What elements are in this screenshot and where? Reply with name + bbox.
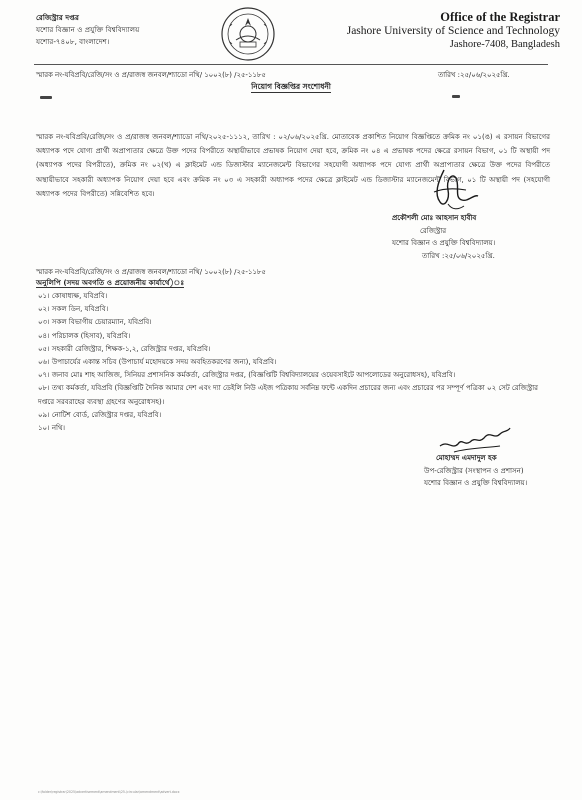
deputy-registrar-org: যশোর বিজ্ঞান ও প্রযুক্তি বিশ্ববিদ্যালয়। — [424, 479, 528, 487]
registrar-signature-icon — [404, 164, 484, 216]
file-path-footer: c:\folder\registrar\2025\advertisement\amendment\25-\circular\amendment\advert.docx — [38, 790, 180, 794]
registrar-name: প্রকৌশলী মোঃ আহসান হাবীব — [392, 214, 477, 222]
list-item: ১০। নথি। — [38, 424, 66, 433]
header-left — [36, 12, 139, 48]
registrar-org: যশোর বিজ্ঞান ও প্রযুক্তি বিশ্ববিদ্যালয়। — [392, 239, 496, 247]
memo-date: তারিখ :২৫/০৬/২০২৫খ্রি. — [438, 71, 510, 79]
office-name-bn: রেজিস্ট্রার দপ্তর — [36, 13, 79, 22]
list-item: ০৩। সকল বিভাগীয় চেয়ারম্যান, যবিপ্রবি। — [38, 318, 152, 327]
list-item: ০৪। পরিচালক (হিসাব), যবিপ্রবি। — [38, 331, 131, 340]
subject-text: নিয়োগ বিজ্ঞপ্তির সংশোধনী — [251, 82, 331, 91]
list-item: ০৯। নোটিশ বোর্ড, রেজিস্ট্রার দপ্তর, যবিপ্রবি। — [38, 410, 162, 419]
scan-mark — [452, 95, 460, 98]
memo-reference: স্মারক নং-যবিপ্রবি/রেজি/সং ও প্র/রাজস্ব জনবল/শ্যাডো নথি/ ১০০২(৮) /২৫-১১৮৫ — [36, 71, 266, 79]
copy-heading-text: অনুলিপি (সদয় অবগতি ও প্রয়োজনীয় কার্যার্থে)ঃ — [36, 278, 185, 287]
list-item: ০৮। তথ্য কর্মকর্তা, যবিপ্রবি (বিজ্ঞপ্তিটি দৈনিক আমার দেশ এবং দ্যা ডেইলি নিউ এইজ পত্রিকায় সর্বনিম্ন ফন্টে একদিন প্রচারের জন্য এবং প্রচারের পর সম্পূর্ণ পত্রিকা ০২ সেট রেজিস্ট্রার দপ্তরে সরবরাহের ব্যবস্থা গ্রহণের অনুরোধসহ)। — [38, 384, 539, 406]
university-name: Jashore University of Science and Technology — [346, 25, 560, 37]
header-right — [280, 10, 560, 51]
list-item: ০৬। উপাচার্যের একান্ত সচিব (উপাচার্য মহোদয়কে সদয় অবহিতকরণের জন্য), যবিপ্রবি। — [38, 358, 277, 367]
copy-heading — [36, 278, 184, 290]
header-divider — [34, 64, 548, 65]
body-paragraph: স্মারক নং-যবিপ্রবি/রেজি/সং ও প্র/রাজস্ব জনবল/শ্যাডো নথি/২০২৫-১১১২, তারিখ : ০২/০৬/২০২৫খ্রি. মোতাবেক প্রকাশিত নিয়োগ বিজ্ঞপ্তিতে ক্রমিক নং ০১(ঙ) এ রসায়ন বিভাগের অধ্যাপক পদে যোগ্য প্রার্থী অপ্রাপ্যতার ক্ষেত্রে উক্ত পদের বিপরীতে অস্থায়ীভাবে প্রভাষক নিয়োগ দেয়া হবে, ক্রমিক নং ০৪ এ প্রভাষক পদের ক্ষেত্রে রসায়ন বিভাগ, ০১ টি অস্থায়ী পদ (অধ্যাপক পদের বিপরীতে), ক্রমিক নং ০২(খ) এ ক্লাইমেট এন্ড ডিজাস্টার ম্যানেজমেন্ট বিভাগের সহযোগী অধ্যাপক পদে যোগ্য প্রার্থী অপ্রাপ্যতার ক্ষেত্রে উক্ত পদের বিপরীতে অস্থায়ীভাবে সহকারী অধ্যাপক নিয়োগ দেয়া হবে এবং ক্রমিক নং ০৩ এ সহকারী অধ্যাপক পদের ক্ষেত্রে ক্লাইমেট এন্ড ডিজাস্টার ম্যানেজমেন্ট বিভাগ, ০১ টি অস্থায়ী পদ (সহযোগী অধ্যাপক পদের বিপরীতে) সন্নিবেশিত হবে। — [36, 133, 550, 198]
university-name-bn: যশোর বিজ্ঞান ও প্রযুক্তি বিশ্ববিদ্যালয় — [36, 25, 140, 34]
registrar-title: রেজিস্ট্রার — [420, 226, 447, 235]
list-item: ০৫। সহকারী রেজিস্ট্রার, শিক্ষক-১,২, রেজিস্ট্রার দপ্তর, যবিপ্রবি। — [38, 344, 211, 353]
address-bn: যশোর-৭৪০৮, বাংলাদেশ। — [36, 37, 110, 46]
signatory-deputy-registrar — [424, 452, 527, 490]
deputy-registrar-name: মোহাম্মদ এমদাদুল হক — [436, 454, 497, 462]
registrar-date: তারিখ :২৫/০৬/২০২৫খ্রি. — [422, 251, 495, 260]
list-item: ০৭। জনাব মোঃ শাহ আজিজ, সিনিয়র প্রশাসনিক কর্মকর্তা, রেজিস্ট্রার দপ্তর, (বিজ্ঞপ্তিটি বিশ্ববিদ্যালয়ের ওয়েবসাইটে আপলোডের অনুরোধসহ), যবিপ্রবি। — [38, 371, 456, 380]
memo-subject — [0, 82, 582, 94]
office-title: Office of the Registrar — [440, 10, 560, 24]
university-address: Jashore-7408, Bangladesh — [449, 39, 560, 50]
deputy-registrar-title: উপ-রেজিস্ট্রার (সংস্থাপন ও প্রশাসন) — [424, 466, 524, 475]
copy-list — [38, 290, 550, 435]
signatory-registrar — [392, 212, 495, 262]
university-seal-icon — [220, 6, 276, 62]
scan-mark — [40, 96, 52, 99]
list-item: ০২। সকল ডিন, যবিপ্রবি। — [38, 305, 109, 314]
copy-reference: স্মারক নং-যবিপ্রবি/রেজি/সং ও প্র/রাজস্ব জনবল/শ্যাডো নথি/ ১০০২(৮) /২৫-১১৮৫ — [36, 268, 266, 276]
list-item: ০১। কোষাধ্যক্ষ, যবিপ্রবি। — [38, 292, 108, 300]
